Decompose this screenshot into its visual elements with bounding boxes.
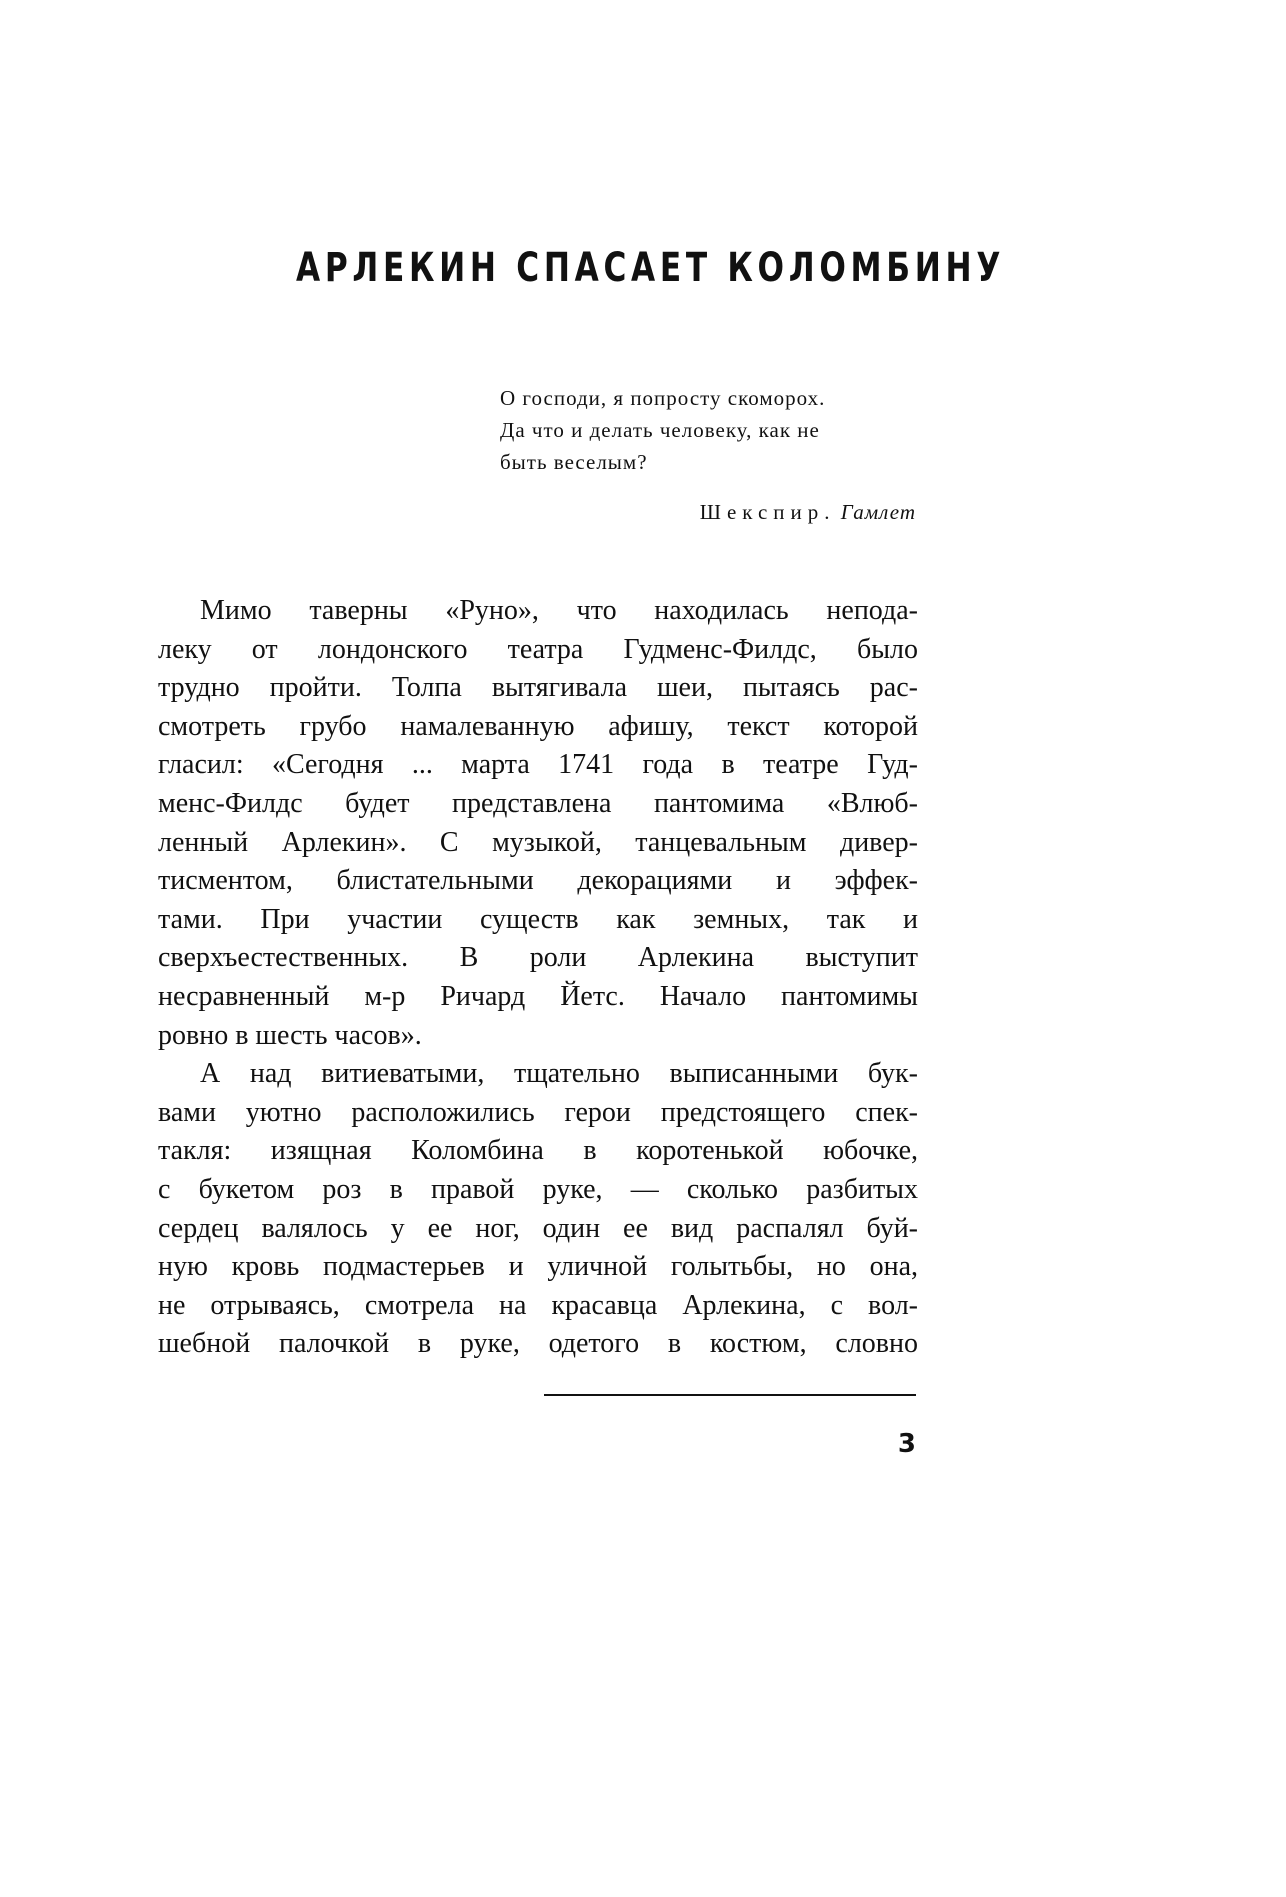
paragraph-line: такля: изящная Коломбина в коротенькой юбочке, — [158, 1135, 918, 1167]
paragraph-line: смотреть грубо намалеванную афишу, текст которой — [158, 710, 918, 742]
paragraph-line: сердец валялось у ее ног, один ее вид распалял буй- — [158, 1212, 918, 1244]
paragraph-line: вами уютно расположились герои предстоящего спек- — [158, 1096, 918, 1128]
paragraph-line: ленный Арлекин». С музыкой, танцевальным дивер- — [158, 826, 918, 858]
body-text — [158, 592, 918, 1364]
chapter-title: АРЛЕКИН СПАСАЕТ КОЛОМБИНУ — [296, 245, 1006, 291]
paragraph-line: не отрываясь, смотрела на красавца Арлекина, с вол- — [158, 1289, 918, 1321]
paragraph-line: несравненный м-р Ричард Йетс. Начало пантомимы — [158, 980, 918, 1012]
paragraph-line: А над витиеватыми, тщательно выписанными бук- — [200, 1058, 918, 1090]
paragraph-line: с букетом роз в правой руке, — сколько разбитых — [158, 1173, 918, 1205]
paragraph-line: гласил: «Сегодня ... марта 1741 года в театре Гуд- — [158, 749, 918, 781]
page-number: 3 — [897, 1429, 916, 1459]
epigraph-line: быть веселым? — [500, 450, 648, 474]
paragraph-line: леку от лондонского театра Гудменс-Филдс, было — [158, 633, 918, 665]
paragraph-line: шебной палочкой в руке, одетого в костюм, словно — [158, 1328, 918, 1360]
paragraph-line: трудно пройти. Толпа вытягивала шеи, пытаясь рас- — [158, 672, 918, 704]
epigraph-work: Гамлет — [840, 500, 916, 524]
epigraph-source — [500, 496, 920, 528]
paragraph-line: сверхъестественных. В роли Арлекина выступит — [158, 942, 918, 974]
paragraph-line: ровно в шесть часов». — [158, 1019, 422, 1051]
paragraph-line: Мимо таверны «Руно», что находилась непода- — [200, 595, 918, 626]
epigraph-author: Шекспир. — [699, 500, 836, 524]
paragraph-line: тисментом, блистательными декорациями и эффек- — [158, 865, 918, 897]
paragraph-line: тами. При участии существ как земных, так и — [158, 903, 918, 935]
footnote-divider — [544, 1394, 916, 1396]
paragraph-line: менс-Филдс будет представлена пантомима «Влюб- — [158, 787, 918, 819]
epigraph-line: О господи, я попросту скоморох. — [500, 386, 826, 410]
epigraph-line: Да что и делать человеку, как не — [500, 418, 820, 442]
epigraph — [500, 382, 920, 528]
paragraph-line: ную кровь подмастерьев и уличной голытьбы, но она, — [158, 1251, 918, 1283]
